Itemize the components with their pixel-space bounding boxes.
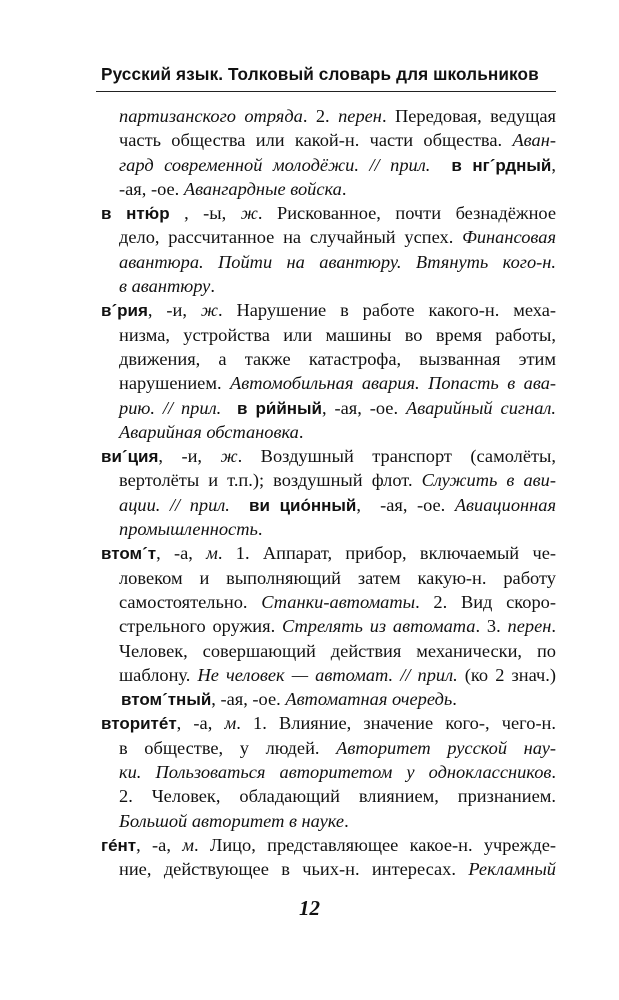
text-line	[101, 736, 556, 760]
definition-text: . 1. Влияние, значение кого-, чего-н.	[236, 713, 557, 734]
headword: втом´тный	[121, 690, 212, 710]
example-text: Автоматная очередь	[285, 689, 453, 710]
text-line	[101, 639, 556, 663]
definition-text: , -ы,	[169, 203, 241, 224]
example-text: Аварийная обстановка	[119, 421, 299, 442]
text-line	[101, 541, 556, 565]
definition-text: ловеком и выполняющий затем какую-н. работу	[119, 567, 556, 588]
dictionary-entries	[101, 104, 556, 882]
definition-text	[430, 155, 451, 175]
definition-text: , -а,	[176, 713, 225, 734]
text-line	[101, 614, 556, 638]
headword: втом´т	[101, 544, 157, 564]
definition-text: низма, устройства или машины во время работы,	[119, 324, 556, 345]
definition-text: в обществе, у людей.	[119, 737, 337, 758]
text-line	[101, 274, 556, 298]
definition-text: .	[344, 810, 349, 831]
definition-text: , -а,	[136, 834, 183, 855]
example-text: ж	[200, 300, 218, 321]
example-text: Авторитет русской нау-	[336, 737, 556, 758]
text-line	[101, 784, 556, 808]
example-text: ж	[220, 446, 238, 467]
definition-text: движения, а также катастрофа, вызванная этим	[119, 348, 556, 369]
example-text: партизанского отряда	[119, 106, 303, 126]
definition-text: .	[257, 519, 263, 540]
example-text: Авангардные войска	[183, 178, 342, 199]
example-text: Стрелять из автомата	[282, 616, 476, 637]
example-text: м	[206, 543, 218, 564]
definition-text: . Воздушный транспорт (самолёты,	[237, 446, 556, 467]
example-text: Не человек — автомат. // прил.	[197, 664, 458, 685]
definition-text: . 3.	[475, 616, 508, 637]
headword: вторитéт	[101, 714, 177, 734]
text-line	[101, 590, 556, 614]
definition-text: , -ая, -ое.	[322, 397, 406, 418]
example-text: промышленность	[119, 519, 258, 540]
example-text: Аван-	[512, 130, 556, 151]
definition-text: . Рискованное, почти безнадёжное	[257, 203, 556, 224]
text-line	[101, 201, 556, 225]
text-line	[101, 517, 556, 541]
text-line	[101, 493, 556, 517]
example-text: Аварийный сигнал.	[405, 397, 557, 418]
text-line	[101, 128, 556, 152]
definition-text: нарушением.	[119, 373, 231, 394]
definition-text: вертолёты и т.п.); воздушный флот.	[119, 470, 422, 491]
text-line	[101, 323, 556, 347]
definition-text: , -и,	[147, 300, 201, 321]
text-line	[101, 663, 556, 687]
example-text: Станки-автоматы	[261, 591, 416, 612]
example-text: Авиационная	[454, 494, 557, 515]
headword: в ри́йный	[237, 398, 323, 418]
definition-text: самостоятельно.	[119, 591, 262, 612]
definition-text	[230, 495, 249, 515]
text-line	[101, 687, 556, 711]
text-line	[101, 177, 556, 201]
definition-text: ние, действующее в чьих-н. интересах.	[119, 859, 469, 880]
headword: ви´ция	[101, 447, 159, 467]
definition-text: шаблону.	[119, 664, 198, 685]
example-text: гард современной молодёжи. // прил.	[119, 154, 431, 175]
example-text: перен	[507, 616, 552, 637]
definition-text: , -ая, -ое.	[211, 689, 286, 710]
running-header: Русский язык. Толковый словарь для школьников	[101, 64, 539, 84]
definition-text: дело, рассчитанное на случайный успех.	[119, 227, 463, 248]
text-line	[101, 833, 556, 857]
text-line	[101, 153, 556, 177]
headword: ви цио́нный	[249, 495, 357, 515]
text-line	[101, 250, 556, 274]
definition-text: . Лицо, представляющее какое-н. учрежде-	[193, 834, 556, 855]
headword: в´рия	[101, 301, 148, 321]
example-text: ж	[240, 203, 258, 224]
definition-text: 2. Человек, обладающий влиянием, признанием.	[119, 786, 556, 807]
definition-text: часть общества или какой-н. части общества.	[119, 130, 513, 151]
example-text: м	[182, 834, 194, 855]
definition-text: .	[551, 616, 556, 637]
text-line	[101, 396, 556, 420]
example-text: в авантюру	[119, 276, 211, 297]
text-line	[101, 468, 556, 492]
example-text: Рекламный	[468, 859, 556, 880]
text-line	[101, 711, 556, 735]
definition-text: . 2. Вид скоро-	[415, 591, 556, 612]
definition-text: стрельного оружия.	[119, 616, 282, 637]
definition-text	[221, 398, 237, 418]
text-line	[101, 566, 556, 590]
text-line	[101, 104, 556, 128]
headword: гéнт	[101, 835, 137, 855]
text-line	[101, 371, 556, 395]
example-text: перен	[338, 106, 382, 126]
header-rule	[96, 91, 556, 92]
text-line	[101, 225, 556, 249]
text-line	[101, 420, 556, 444]
definition-text: .	[210, 276, 215, 297]
page-number: 12	[299, 896, 320, 920]
example-text: Автомобильная авария. Попасть в ава-	[230, 373, 557, 394]
example-text: авантюра. Пойти на авантюру. Втянуть кого-н.	[119, 251, 556, 272]
definition-text: ,	[551, 154, 556, 175]
example-text: м	[224, 713, 237, 734]
example-text: рию. // прил.	[119, 397, 222, 418]
example-text: Финансовая	[462, 227, 556, 248]
definition-text: . 1. Аппарат, прибор, включаемый че-	[217, 543, 556, 564]
example-text: Большой авторитет в науке	[119, 810, 345, 831]
definition-text: -ая, -ое.	[119, 178, 184, 199]
text-line	[101, 809, 556, 833]
definition-text: .	[298, 421, 304, 442]
example-text: ки. Пользоваться авторитетом у одноклассников	[119, 762, 552, 783]
definition-text: (ко 2 знач.)	[457, 664, 556, 685]
definition-text: , -и,	[158, 446, 221, 467]
text-line	[101, 298, 556, 322]
definition-text: .	[551, 762, 556, 783]
definition-text: . 2.	[302, 106, 339, 126]
text-line	[101, 347, 556, 371]
text-line	[101, 857, 556, 881]
definition-text: , -а,	[156, 543, 207, 564]
definition-text: .	[341, 178, 347, 199]
example-text: ации. // прил.	[119, 494, 230, 515]
definition-text: .	[452, 689, 457, 710]
example-text: Служить в ави-	[421, 470, 556, 491]
definition-text: Человек, совершающий действия механически, по	[119, 640, 556, 661]
definition-text: , -ая, -ое.	[356, 494, 455, 515]
definition-text: . Нарушение в работе какого-н. меха-	[217, 300, 557, 321]
headword: в нтю́р	[101, 204, 170, 224]
headword: в нг´рдный	[451, 155, 552, 175]
definition-text: . Передовая, ведущая	[381, 106, 556, 126]
text-line	[101, 760, 556, 784]
text-line	[101, 444, 556, 468]
